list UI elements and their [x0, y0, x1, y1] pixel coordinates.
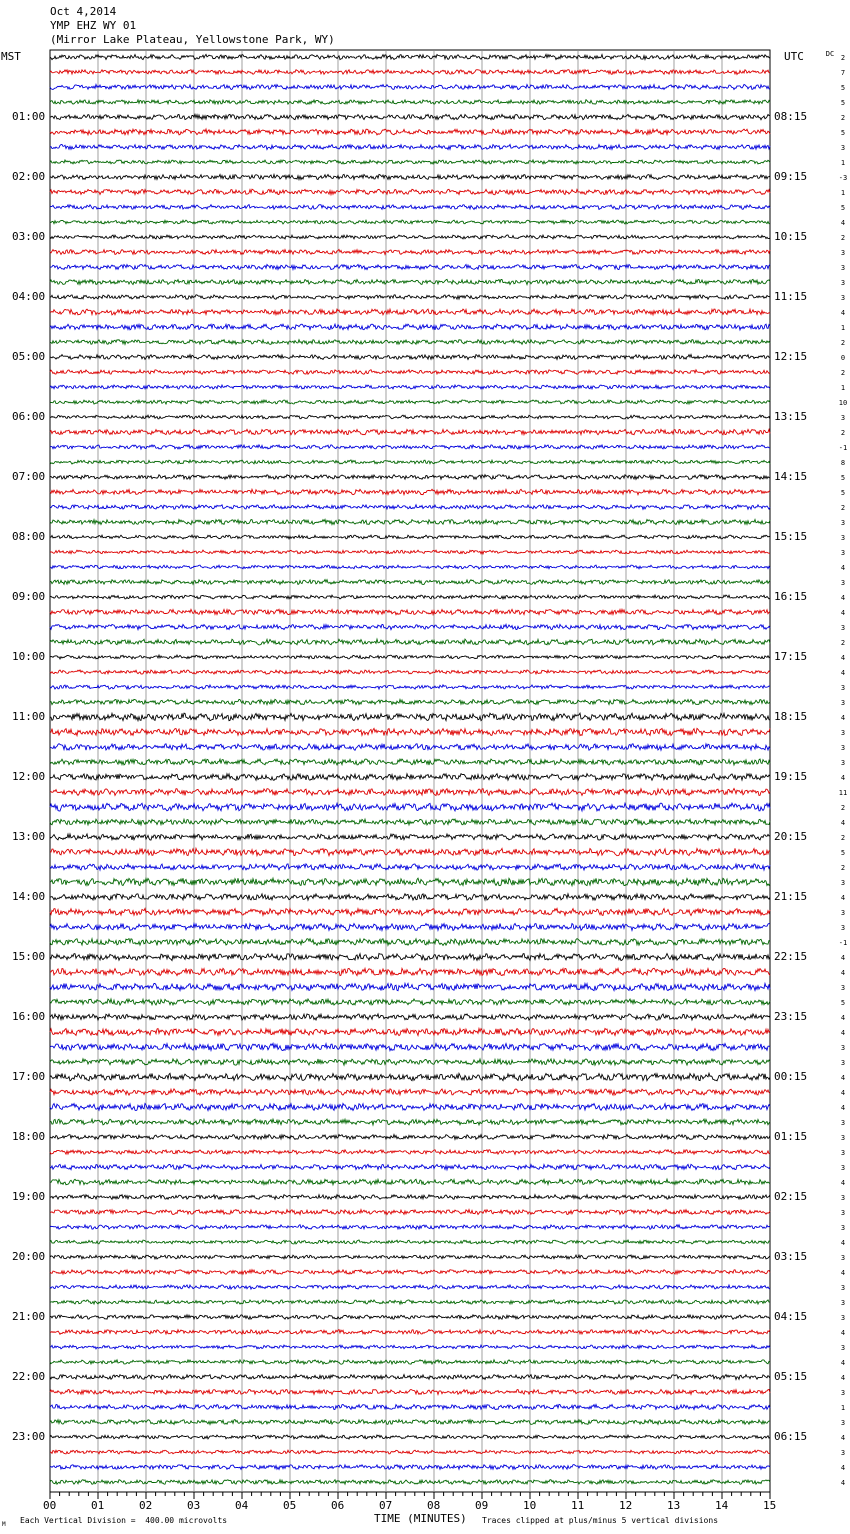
dc-offset-value: 1 [840, 324, 846, 332]
trace-row-63 [50, 984, 770, 991]
right-hour-label: 00:15 [774, 1070, 808, 1083]
trace-row-76 [50, 1179, 770, 1185]
right-hour-label: 17:15 [774, 650, 808, 663]
trace-row-32 [50, 519, 770, 524]
dc-offset-value: 4 [840, 1359, 846, 1367]
trace-row-13 [50, 235, 770, 239]
dc-offset-value: 5 [840, 849, 846, 857]
dc-offset-value: 3 [840, 1224, 846, 1232]
dc-offset-value: 3 [840, 909, 846, 917]
trace-row-69 [50, 1073, 770, 1081]
dc-offset-value: 2 [840, 369, 846, 377]
trace-row-61 [50, 954, 770, 961]
dc-offset-value: 2 [840, 234, 846, 242]
trace-row-12 [50, 220, 770, 224]
right-hour-label: 16:15 [774, 590, 808, 603]
trace-row-92 [50, 1420, 770, 1425]
left-hour-label: 21:00 [12, 1310, 46, 1323]
clip-note: Traces clipped at plus/minus 5 vertical divisions [482, 1516, 719, 1525]
trace-row-27 [50, 445, 770, 449]
dc-offset-value: -3 [838, 174, 848, 182]
left-hour-label: 16:00 [12, 1010, 46, 1023]
trace-row-29 [50, 475, 770, 480]
dc-offset-value: 5 [840, 999, 846, 1007]
dc-offset-value: 3 [840, 744, 846, 752]
left-hour-label: 01:00 [12, 110, 46, 123]
trace-row-65 [50, 1014, 770, 1020]
trace-row-22 [50, 370, 770, 375]
dc-offset-value: 3 [840, 1299, 846, 1307]
left-hour-label: 09:00 [12, 590, 46, 603]
right-hour-label: 12:15 [774, 350, 808, 363]
left-hour-label: 07:00 [12, 470, 46, 483]
dc-offset-value: 5 [840, 129, 846, 137]
dc-offset-value: 2 [840, 429, 846, 437]
trace-row-31 [50, 505, 770, 510]
trace-row-81 [50, 1255, 770, 1259]
trace-row-28 [50, 460, 770, 464]
dc-offset-value: 3 [840, 519, 846, 527]
trace-row-77 [50, 1195, 770, 1200]
dc-offset-value: 4 [840, 1479, 846, 1487]
dc-offset-value: 4 [840, 564, 846, 572]
trace-row-44 [50, 699, 770, 704]
trace-row-80 [50, 1240, 770, 1244]
dc-offset-value: 3 [840, 294, 846, 302]
left-hour-label: 06:00 [12, 410, 46, 423]
dc-offset-value: 3 [840, 684, 846, 692]
left-hour-label: 23:00 [12, 1430, 46, 1443]
dc-offset-value: 3 [840, 924, 846, 932]
trace-row-15 [50, 265, 770, 270]
left-hour-label: 19:00 [12, 1190, 46, 1203]
dc-offset-value: 4 [840, 1329, 846, 1337]
right-hour-label: 22:15 [774, 950, 808, 963]
left-hour-label: 15:00 [12, 950, 46, 963]
right-hour-label: 08:15 [774, 110, 808, 123]
left-hour-label: 08:00 [12, 530, 46, 543]
dc-offset-value: 2 [840, 114, 846, 122]
dc-offset-value: 3 [840, 624, 846, 632]
trace-row-60 [50, 939, 770, 946]
dc-offset-value: 3 [840, 729, 846, 737]
dc-offset-value: 3 [840, 1149, 846, 1157]
dc-offset-value: 2 [840, 504, 846, 512]
right-hour-label: 21:15 [774, 890, 808, 903]
right-hour-label: 01:15 [774, 1130, 808, 1143]
trace-row-86 [50, 1330, 770, 1335]
trace-row-38 [50, 609, 770, 614]
dc-offset-value: 3 [840, 279, 846, 287]
dc-offset-value: 4 [840, 594, 846, 602]
trace-row-67 [50, 1043, 770, 1050]
trace-row-34 [50, 550, 770, 554]
trace-row-46 [50, 728, 770, 735]
right-hour-label: 04:15 [774, 1310, 808, 1323]
dc-offset-value: 2 [840, 54, 846, 62]
trace-row-83 [50, 1285, 770, 1289]
dc-offset-value: 4 [840, 219, 846, 227]
trace-row-8 [50, 160, 770, 164]
x-tick-label: 09 [475, 1499, 489, 1512]
dc-offset-value: 4 [840, 1239, 846, 1247]
dc-offset-value: 3 [840, 879, 846, 887]
trace-row-21 [50, 355, 770, 360]
dc-offset-value: 4 [840, 1269, 846, 1277]
corner-mark: M [2, 1521, 6, 1528]
trace-row-91 [50, 1404, 770, 1409]
dc-offset-value: 3 [840, 1389, 846, 1397]
dc-offset-value: 5 [840, 474, 846, 482]
trace-row-25 [50, 415, 770, 419]
x-axis-label: TIME (MINUTES) [374, 1512, 467, 1525]
x-tick-label: 00 [43, 1499, 57, 1512]
trace-row-71 [50, 1104, 770, 1111]
dc-offset-value: 4 [840, 309, 846, 317]
trace-row-53 [50, 834, 770, 840]
trace-row-36 [50, 580, 770, 585]
trace-row-37 [50, 595, 770, 599]
right-hour-label: 03:15 [774, 1250, 808, 1263]
dc-offset-value: 3 [840, 1209, 846, 1217]
dc-offset-value: 2 [840, 834, 846, 842]
trace-row-68 [50, 1059, 770, 1065]
dc-offset-value: 3 [840, 1284, 846, 1292]
trace-row-7 [50, 145, 770, 150]
trace-row-10 [50, 189, 770, 195]
dc-offset-value: 3 [840, 699, 846, 707]
dc-offset-value: 3 [840, 1419, 846, 1427]
trace-row-62 [50, 968, 770, 975]
x-tick-label: 14 [715, 1499, 729, 1512]
dc-offset-value: 2 [840, 804, 846, 812]
dc-offset-value: -1 [838, 444, 848, 452]
trace-row-39 [50, 624, 770, 629]
dc-offset-value: 3 [840, 759, 846, 767]
left-timezone-label: MST [1, 50, 21, 63]
dc-offset-value: 3 [840, 414, 846, 422]
left-hour-label: 02:00 [12, 170, 46, 183]
left-hour-label: 04:00 [12, 290, 46, 303]
dc-offset-value: 0 [840, 354, 846, 362]
dc-offset-value: 3 [840, 1314, 846, 1322]
right-hour-label: 10:15 [774, 230, 808, 243]
trace-row-96 [50, 1480, 770, 1485]
trace-row-82 [50, 1270, 770, 1275]
dc-offset-value: 5 [840, 84, 846, 92]
left-hour-label: 13:00 [12, 830, 46, 843]
trace-row-1 [50, 54, 770, 59]
x-tick-label: 11 [571, 1499, 585, 1512]
trace-row-17 [50, 295, 770, 299]
left-hour-label: 12:00 [12, 770, 46, 783]
right-hour-label: 19:15 [774, 770, 808, 783]
trace-row-11 [50, 205, 770, 210]
dc-offset-value: 3 [840, 1194, 846, 1202]
trace-row-57 [50, 894, 770, 900]
trace-row-19 [50, 324, 770, 330]
trace-row-48 [50, 759, 770, 765]
dc-offset-value: 3 [840, 1254, 846, 1262]
trace-row-88 [50, 1360, 770, 1364]
trace-row-64 [50, 999, 770, 1005]
trace-row-56 [50, 878, 770, 886]
trace-row-90 [50, 1390, 770, 1395]
trace-row-93 [50, 1435, 770, 1439]
dc-offset-value: 1 [840, 384, 846, 392]
dc-offset-value: 4 [840, 609, 846, 617]
trace-row-35 [50, 565, 770, 569]
dc-header: DC [825, 50, 835, 58]
dc-offset-value: 4 [840, 1014, 846, 1022]
dc-offset-value: 1 [840, 159, 846, 167]
x-tick-label: 12 [619, 1499, 633, 1512]
dc-offset-value: 4 [840, 1089, 846, 1097]
dc-offset-value: 4 [840, 1104, 846, 1112]
dc-offset-value: 5 [840, 204, 846, 212]
left-hour-label: 03:00 [12, 230, 46, 243]
dc-offset-value: 4 [840, 1464, 846, 1472]
dc-offset-value: 4 [840, 894, 846, 902]
dc-offset-value: 2 [840, 639, 846, 647]
dc-offset-value: 4 [840, 969, 846, 977]
trace-row-40 [50, 639, 770, 645]
right-hour-label: 11:15 [774, 290, 808, 303]
trace-row-45 [50, 713, 770, 721]
dc-offset-value: 4 [840, 954, 846, 962]
dc-offset-value: 4 [840, 669, 846, 677]
x-tick-label: 05 [283, 1499, 297, 1512]
dc-offset-value: 4 [840, 714, 846, 722]
right-hour-label: 13:15 [774, 410, 808, 423]
x-tick-label: 07 [379, 1499, 393, 1512]
trace-row-18 [50, 309, 770, 315]
trace-row-79 [50, 1225, 770, 1230]
right-hour-label: 23:15 [774, 1010, 808, 1023]
trace-row-84 [50, 1300, 770, 1304]
trace-row-50 [50, 789, 770, 796]
right-hour-label: 09:15 [774, 170, 808, 183]
trace-row-24 [50, 400, 770, 404]
dc-offset-value: 3 [840, 144, 846, 152]
trace-row-54 [50, 848, 770, 855]
dc-offset-value: 3 [840, 1449, 846, 1457]
x-tick-label: 13 [667, 1499, 681, 1512]
trace-row-52 [50, 819, 770, 825]
trace-row-3 [50, 85, 770, 90]
trace-row-49 [50, 774, 770, 781]
dc-offset-value: 3 [840, 249, 846, 257]
right-hour-label: 02:15 [774, 1190, 808, 1203]
trace-row-75 [50, 1164, 770, 1169]
trace-row-14 [50, 250, 770, 255]
trace-row-4 [50, 100, 770, 105]
dc-offset-value: 3 [840, 1119, 846, 1127]
dc-offset-value: 3 [840, 1134, 846, 1142]
dc-offset-value: 5 [840, 489, 846, 497]
left-hour-label: 10:00 [12, 650, 46, 663]
trace-row-23 [50, 385, 770, 389]
x-tick-label: 04 [235, 1499, 249, 1512]
dc-offset-value: 11 [838, 789, 848, 797]
left-hour-label: 11:00 [12, 710, 46, 723]
dc-offset-value: 2 [840, 339, 846, 347]
trace-row-55 [50, 864, 770, 870]
dc-offset-value: 4 [840, 1374, 846, 1382]
dc-offset-value: 3 [840, 984, 846, 992]
dc-offset-value: 3 [840, 579, 846, 587]
trace-row-72 [50, 1119, 770, 1125]
dc-offset-value: 3 [840, 264, 846, 272]
left-hour-label: 20:00 [12, 1250, 46, 1263]
right-timezone-label: UTC [784, 50, 804, 63]
right-hour-label: 14:15 [774, 470, 808, 483]
dc-offset-value: 4 [840, 1179, 846, 1187]
left-hour-label: 18:00 [12, 1130, 46, 1143]
dc-offset-value: 4 [840, 1029, 846, 1037]
trace-row-66 [50, 1029, 770, 1036]
right-hour-label: 06:15 [774, 1430, 808, 1443]
right-hour-label: 18:15 [774, 710, 808, 723]
plot-date: Oct 4,2014 [50, 5, 117, 18]
trace-row-6 [50, 129, 770, 135]
trace-row-42 [50, 670, 770, 674]
trace-row-58 [50, 908, 770, 915]
dc-offset-value: 7 [840, 69, 846, 77]
scale-note: Each Vertical Division = 400.00 microvolts [20, 1516, 228, 1525]
trace-row-78 [50, 1210, 770, 1215]
dc-offset-value: 4 [840, 1074, 846, 1082]
trace-row-89 [50, 1375, 770, 1380]
trace-row-33 [50, 535, 770, 539]
left-hour-label: 14:00 [12, 890, 46, 903]
dc-offset-value: 8 [840, 459, 846, 467]
left-hour-label: 05:00 [12, 350, 46, 363]
trace-row-5 [50, 114, 770, 119]
x-tick-label: 10 [523, 1499, 537, 1512]
trace-row-74 [50, 1150, 770, 1155]
dc-offset-value: 3 [840, 534, 846, 542]
right-hour-label: 05:15 [774, 1370, 808, 1383]
dc-offset-value: 3 [840, 1044, 846, 1052]
trace-row-2 [50, 70, 770, 75]
trace-row-30 [50, 489, 770, 494]
x-tick-label: 01 [91, 1499, 105, 1512]
dc-offset-value: 4 [840, 819, 846, 827]
dc-offset-value: 3 [840, 549, 846, 557]
trace-row-73 [50, 1135, 770, 1140]
trace-row-43 [50, 685, 770, 689]
trace-row-59 [50, 924, 770, 931]
x-tick-label: 15 [763, 1499, 777, 1512]
dc-offset-value: 1 [840, 189, 846, 197]
dc-offset-value: 4 [840, 1434, 846, 1442]
trace-row-47 [50, 744, 770, 751]
dc-offset-value: 5 [840, 99, 846, 107]
dc-offset-value: -1 [838, 939, 848, 947]
left-hour-label: 17:00 [12, 1070, 46, 1083]
x-tick-label: 02 [139, 1499, 153, 1512]
dc-offset-value: 3 [840, 1344, 846, 1352]
trace-row-51 [50, 803, 770, 811]
dc-offset-value: 1 [840, 1404, 846, 1412]
station-title: YMP EHZ WY 01 [50, 19, 137, 32]
trace-row-41 [50, 655, 770, 659]
trace-row-70 [50, 1089, 770, 1095]
dc-offset-value: 3 [840, 1059, 846, 1067]
trace-row-16 [50, 279, 770, 284]
dc-offset-value: 3 [840, 1164, 846, 1172]
x-tick-label: 06 [331, 1499, 345, 1512]
trace-row-20 [50, 340, 770, 345]
trace-row-9 [50, 174, 770, 179]
dc-offset-value: 2 [840, 864, 846, 872]
trace-row-94 [50, 1450, 770, 1454]
x-tick-label: 03 [187, 1499, 201, 1512]
dc-offset-value: 10 [838, 399, 848, 407]
right-hour-label: 15:15 [774, 530, 808, 543]
trace-row-85 [50, 1315, 770, 1319]
trace-row-87 [50, 1345, 770, 1349]
right-hour-label: 20:15 [774, 830, 808, 843]
trace-row-26 [50, 429, 770, 434]
trace-row-95 [50, 1465, 770, 1470]
left-hour-label: 22:00 [12, 1370, 46, 1383]
dc-offset-value: 4 [840, 774, 846, 782]
x-tick-label: 08 [427, 1499, 441, 1512]
station-location: (Mirror Lake Plateau, Yellowstone Park, WY) [50, 33, 335, 46]
dc-offset-value: 4 [840, 654, 846, 662]
